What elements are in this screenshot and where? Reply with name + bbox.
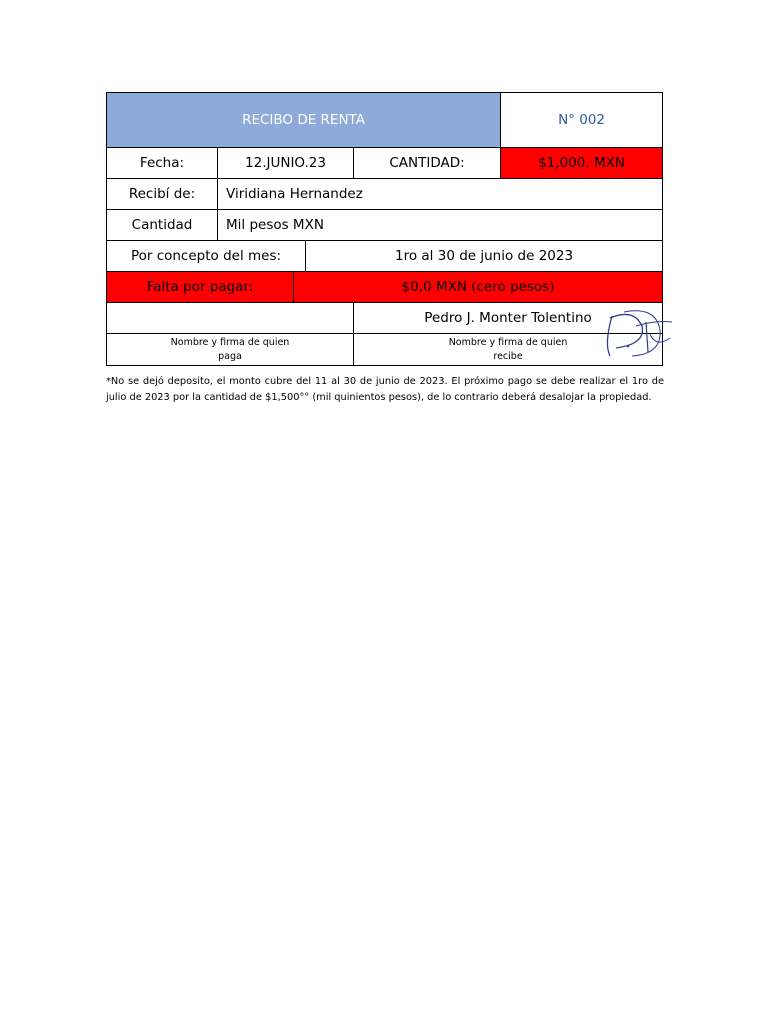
received-from-label: Recibí de: <box>107 179 218 210</box>
payer-caption-line2: paga <box>218 350 242 362</box>
date-value: 12.JUNIO.23 <box>218 148 354 179</box>
payer-caption <box>107 334 354 366</box>
receipt-table <box>106 92 663 366</box>
receiver-name: Pedro J. Monter Tolentino <box>424 310 592 326</box>
received-from-value: Viridiana Hernandez <box>218 179 663 210</box>
footnote: *No se dejó deposito, el monto cubre del 11 al 30 de junio de 2023. El próximo pago se debe realizar el 1ro de julio de 2023 por la cantidad de $1,500°° (mil quinientos pesos), de lo contrario deberá desalojar la propiedad. <box>106 376 664 403</box>
concept-label: Por concepto del mes: <box>107 241 306 272</box>
receiver-caption-line2: recibe <box>493 350 523 362</box>
receiver-caption <box>354 334 663 366</box>
amount-value: $1,000. MXN <box>501 148 663 179</box>
receipt-number: N° 002 <box>501 93 663 148</box>
concept-value: 1ro al 30 de junio de 2023 <box>306 241 663 272</box>
receipt-title: RECIBO DE RENTA <box>107 93 501 148</box>
date-label: Fecha: <box>107 148 218 179</box>
amount-label: CANTIDAD: <box>354 148 501 179</box>
payer-signature-cell <box>107 303 354 334</box>
balance-value: $0,0 MXN (cero pesos) <box>294 272 663 303</box>
receiver-signature-wrap <box>354 310 662 326</box>
payer-caption-line1: Nombre y firma de quien <box>170 336 290 348</box>
receiver-signature-cell <box>354 303 663 334</box>
balance-label: Falta por pagar: <box>107 272 294 303</box>
amount-words-label: Cantidad <box>107 210 218 241</box>
receiver-caption-line1: Nombre y firma de quien <box>448 336 568 348</box>
amount-words-value: Mil pesos MXN <box>218 210 663 241</box>
